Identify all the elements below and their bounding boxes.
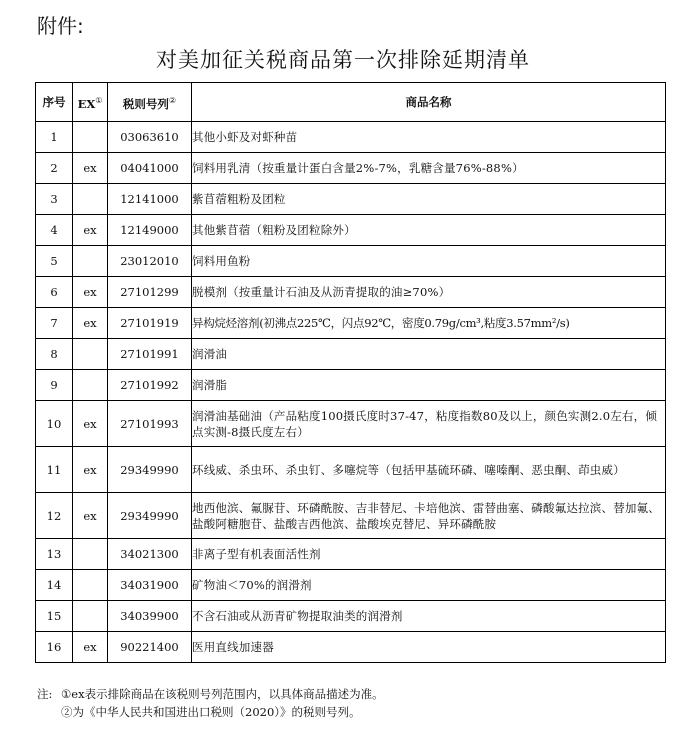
table-row [36,632,666,663]
row-tariff-code: 12149000 [108,215,192,246]
row-seq: 5 [36,246,73,277]
row-ex: ex [73,401,108,447]
attachment-label: 附件: [37,14,84,38]
row-product-name: 饲料用鱼粉 [192,246,666,277]
row-product-name: 医用直线加速器 [192,632,666,663]
row-seq: 8 [36,339,73,370]
table-row [36,277,666,308]
table-header-row [36,83,666,122]
row-tariff-code: 27101991 [108,339,192,370]
row-seq: 7 [36,308,73,339]
row-product-name: 紫苜蓿粗粉及团粒 [192,184,666,215]
row-seq: 4 [36,215,73,246]
table-row [36,308,666,339]
row-seq: 14 [36,570,73,601]
row-tariff-code: 27101993 [108,401,192,447]
header-tariff-code [108,83,192,122]
row-ex [73,539,108,570]
row-seq: 1 [36,122,73,153]
footnote-1 [37,685,384,703]
table-row [36,539,666,570]
table-row [36,601,666,632]
row-ex: ex [73,153,108,184]
row-ex: ex [73,632,108,663]
row-tariff-code: 23012010 [108,246,192,277]
row-ex [73,184,108,215]
row-tariff-code: 27101919 [108,308,192,339]
table-row [36,570,666,601]
row-tariff-code: 34031900 [108,570,192,601]
footnote-2 [37,703,384,721]
table-row [36,447,666,493]
table-row [36,246,666,277]
row-product-name: 其他紫苜蓿（粗粉及团粒除外） [192,215,666,246]
table-row [36,184,666,215]
row-seq: 15 [36,601,73,632]
row-product-name: 润滑油 [192,339,666,370]
footnote-label: 注: [37,687,53,701]
row-tariff-code: 04041000 [108,153,192,184]
row-tariff-code: 34039900 [108,601,192,632]
row-ex: ex [73,308,108,339]
header-ex-footnote-mark: ① [95,95,103,105]
row-product-name: 饲料用乳清（按重量计蛋白含量2%-7%，乳糖含量76%-88%） [192,153,666,184]
row-product-name: 异构烷烃溶剂(初沸点225℃，闪点92℃，密度0.79g/cm³,粘度3.57mm²/s) [192,308,666,339]
footnotes [37,685,384,721]
footnote-indent [37,703,61,721]
row-tariff-code: 12141000 [108,184,192,215]
header-ex [73,83,108,122]
table-row [36,153,666,184]
row-seq: 3 [36,184,73,215]
page-title: 对美加征关税商品第一次排除延期清单 [156,48,530,72]
row-product-name: 脱模剂（按重量计石油及从沥青提取的油≥70%） [192,277,666,308]
header-tariff-code-label: 税则号列 [122,96,169,111]
row-ex: ex [73,447,108,493]
table-row [36,401,666,447]
table-row [36,339,666,370]
header-product-name: 商品名称 [192,83,666,122]
row-ex: ex [73,215,108,246]
header-ex-label: EX [77,96,96,111]
tariff-exclusion-table [35,82,666,663]
row-tariff-code: 27101299 [108,277,192,308]
row-ex: ex [73,493,108,539]
row-seq: 2 [36,153,73,184]
row-tariff-code: 29349990 [108,447,192,493]
footnote-1-text: ①ex表示排除商品在该税则号列范围内，以具体商品描述为准。 [61,687,384,701]
row-tariff-code: 03063610 [108,122,192,153]
row-product-name: 不含石油或从沥青矿物提取油类的润滑剂 [192,601,666,632]
table-row [36,493,666,539]
table-row [36,215,666,246]
table-row [36,370,666,401]
row-ex [73,370,108,401]
row-seq: 16 [36,632,73,663]
row-product-name: 润滑脂 [192,370,666,401]
row-tariff-code: 27101992 [108,370,192,401]
row-ex: ex [73,277,108,308]
row-tariff-code: 90221400 [108,632,192,663]
header-seq: 序号 [36,83,73,122]
table-row [36,122,666,153]
header-code-footnote-mark: ② [168,95,177,105]
row-seq: 9 [36,370,73,401]
row-product-name: 非离子型有机表面活性剂 [192,539,666,570]
row-seq: 11 [36,447,73,493]
row-seq: 6 [36,277,73,308]
row-product-name: 地西他滨、氟脲苷、环磷酰胺、吉非替尼、卡培他滨、雷替曲塞、磷酸氟达拉滨、替加氟、盐酸阿糖胞苷、盐酸吉西他滨、盐酸埃克替尼、异环磷酰胺 [192,493,666,539]
row-product-name: 润滑油基础油（产品粘度100摄氏度时37-47，粘度指数80及以上，颜色实测2.0左右，倾点实测-8摄氏度左右） [192,401,666,447]
row-product-name: 矿物油＜70%的润滑剂 [192,570,666,601]
row-seq: 10 [36,401,73,447]
row-ex [73,122,108,153]
row-ex [73,601,108,632]
row-ex [73,570,108,601]
footnote-2-text: ②为《中华人民共和国进出口税则（2020）》的税则号列。 [61,705,361,719]
row-tariff-code: 29349990 [108,493,192,539]
row-tariff-code: 34021300 [108,539,192,570]
row-product-name: 环线威、杀虫环、杀虫钉、多噻烷等（包括甲基硫环磷、噻嗪酮、恶虫酮、茚虫威） [192,447,666,493]
row-ex [73,339,108,370]
row-seq: 13 [36,539,73,570]
row-seq: 12 [36,493,73,539]
row-product-name: 其他小虾及对虾种苗 [192,122,666,153]
row-ex [73,246,108,277]
